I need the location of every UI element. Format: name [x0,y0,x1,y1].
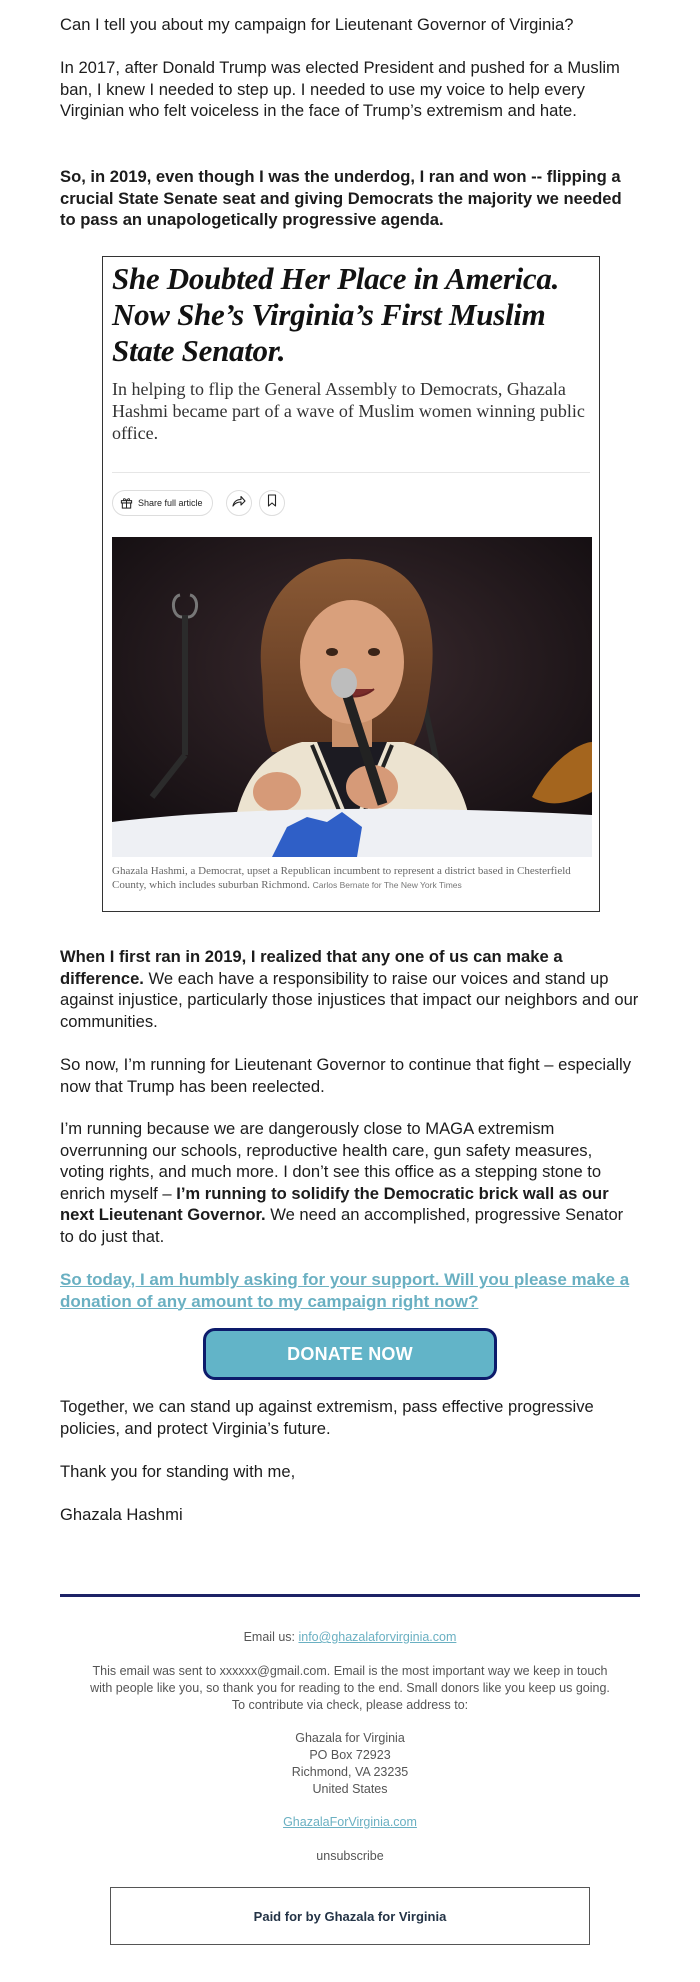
donation-ask-paragraph [60,1269,640,1312]
footer-email-line [0,1629,700,1646]
address-country: United States [312,1782,388,1796]
address-name: Ghazala for Virginia [295,1731,405,1745]
paid-for-disclaimer: Paid for by Ghazala for Virginia [110,1887,590,1945]
together-paragraph: Together, we can stand up against extremism, pass effective progressive policies, and protect Virginia’s future. [60,1397,594,1438]
maga-paragraph [60,1118,640,1247]
share-button[interactable] [226,490,252,516]
photo-caption [112,864,592,892]
bookmark-icon [267,494,277,512]
article-headline: She Doubted Her Place in America. Now She’s Virginia’s First Muslim State Senator. [112,261,560,368]
gift-icon [120,496,133,511]
website-link[interactable]: GhazalaForVirginia.com [283,1815,417,1829]
caption-text: Ghazala Hashmi, a Democrat, upset a Republican incumbent to represent a district based in Chesterfield County, which includes suburban Richmond. [112,865,571,891]
article-divider [112,472,590,473]
website-line [0,1814,700,1831]
difference-bold-text: When I first ran in 2019, I realized that any one of us can make a difference. [60,947,563,988]
share-article-label: Share full article [138,498,203,508]
address-pobox: PO Box 72923 [309,1748,391,1762]
save-button[interactable] [259,490,285,516]
unsubscribe-link[interactable]: unsubscribe [316,1849,384,1863]
footer-notice: This email was sent to xxxxxx@gmail.com. Email is the most important way we keep in touch with people like you, so thank you for reading to the end. Small donors like you keep us going. To contribute via check, please address to: [90,1664,610,1712]
article-dek: In helping to flip the General Assembly to Democrats, Ghazala Hashmi became part of a wave of Muslim women winning public office. [112,379,585,443]
donation-ask-link[interactable]: So today, I am humbly asking for your support. Will you please make a donation of any amount to my campaign right now? [60,1270,630,1311]
closing-line: Thank you for standing with me, [60,1462,296,1481]
photo-credit: Carlos Bernate for The New York Times [312,880,462,890]
intro-paragraph: In 2017, after Donald Trump was elected President and pushed for a Muslim ban, I knew I needed to step up. I needed to use my voice to help every Virginian who felt voiceless in the face of Trump’s extremism and hate. [60,58,620,120]
article-photo [112,537,592,857]
difference-paragraph [60,946,640,1032]
intro-question: Can I tell you about my campaign for Lieutenant Governor of Virginia? [60,15,574,34]
donate-now-button[interactable]: DONATE NOW [203,1328,497,1380]
underdog-bold-text: So, in 2019, even though I was the underdog, I ran and won -- flipping a crucial State Senate seat and giving Democrats the majority we needed to pass an unapologetically progressive agenda. [60,167,622,229]
address-city: Richmond, VA 23235 [291,1765,409,1779]
maga-start-text: I’m running because we are dangerously close to MAGA extremism overrunning our schools, reproductive health care, gun safety measures, voting rights, and much more. I don’t see this office as a stepping stone to enrich myself – [60,1119,602,1203]
footer-divider [60,1594,640,1597]
difference-rest-text: We each have a responsibility to raise our voices and stand up against injustice, particularly those injustices that impact our neighbors and our communities. [60,968,639,1031]
maga-end-text: We need an accomplished, progressive Senator to do just that. [60,1205,624,1246]
nyt-article-card[interactable] [102,256,600,912]
underdog-paragraph [60,166,640,231]
share-article-button[interactable] [112,490,213,516]
share-arrow-icon [232,494,246,512]
running-paragraph: So now, I’m running for Lieutenant Governor to continue that fight – especially now that Trump has been reelected. [60,1055,631,1096]
email-link[interactable]: info@ghazalaforvirginia.com [298,1630,457,1644]
email-label: Email us: [243,1630,299,1644]
maga-bold-text: I’m running to solidify the Democratic brick wall as our next Lieutenant Governor. [60,1183,609,1224]
signature: Ghazala Hashmi [60,1505,183,1524]
